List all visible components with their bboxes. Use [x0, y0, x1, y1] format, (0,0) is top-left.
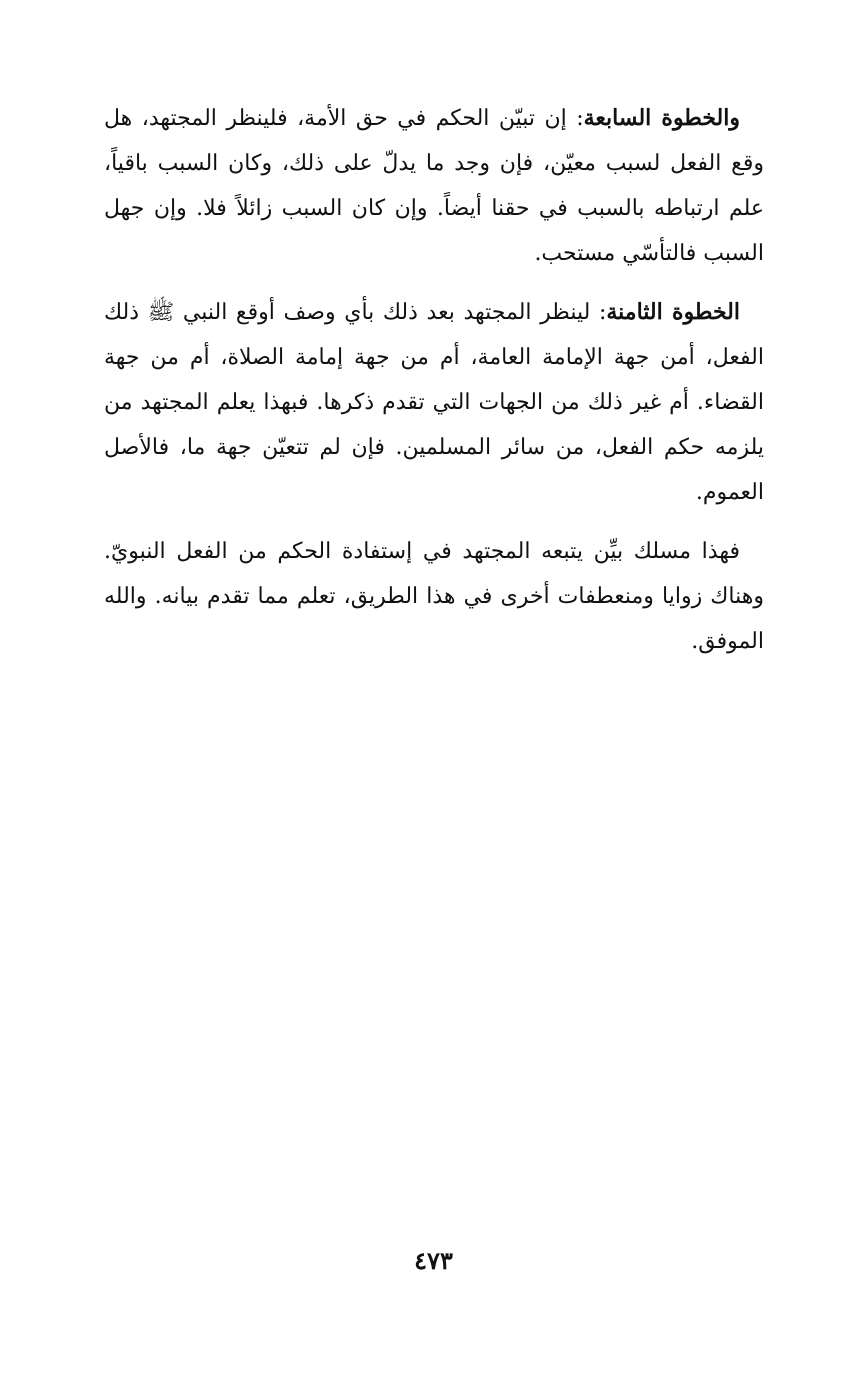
paragraph-step-eight — [104, 290, 764, 515]
body-text — [104, 96, 764, 678]
page-number: ٤٧٣ — [414, 1246, 453, 1275]
paragraph-step-seven — [104, 96, 764, 276]
step-seven-heading: والخطوة السابعة — [583, 105, 740, 131]
step-eight-text: : لينظر المجتهد بعد ذلك بأي وصف أوقع النبي ﷺ ذلك الفعل، أمن جهة الإمامة العامة، أم من جهة إمامة الصلاة، أم من جهة القضاء. أم غير ذلك من الجهات التي تقدم ذكرها. فبهذا يعلم المجتهد من يلزمه حكم الفعل، من سائر المسلمين. فإن لم تتعيّن جهة ما، فالأصل العموم. — [104, 300, 764, 505]
conclusion-text: فهذا مسلك بيِّن يتبعه المجتهد في إستفادة الحكم من الفعل النبويّ. وهناك زوايا ومنعطفات أخرى في هذا الطريق، تعلم مما تقدم بيانه. والله الموفق. — [104, 539, 764, 654]
step-seven-text: : إن تبيّن الحكم في حق الأمة، فلينظر المجتهد، هل وقع الفعل لسبب معيّن، فإن وجد ما يدلّ على ذلك، وكان السبب باقياً، علم ارتباطه بالسبب في حقنا أيضاً. وإن كان السبب زائلاً فلا. وإن جهل السبب فالتأسّي مستحب. — [104, 106, 764, 266]
paragraph-conclusion — [104, 529, 764, 664]
step-eight-heading: الخطوة الثامنة — [606, 299, 740, 325]
